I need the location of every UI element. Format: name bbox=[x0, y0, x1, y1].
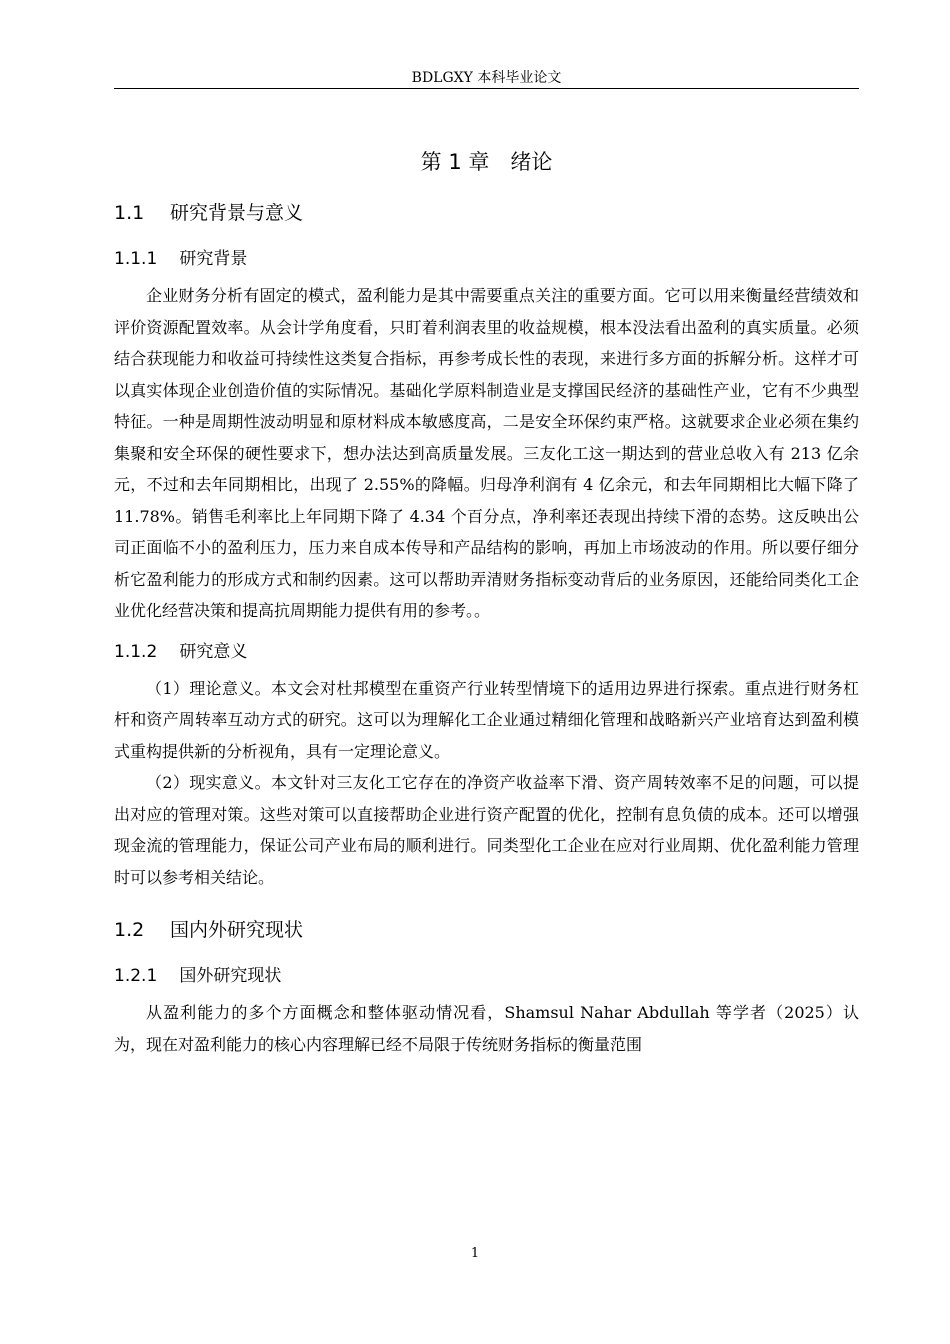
paragraph: 企业财务分析有固定的模式，盈利能力是其中需要重点关注的重要方面。它可以用来衡量经营绩效和评价资源配置效率。从会计学角度看，只盯着利润表里的收益规模，根本没法看出盈利的真实质量。必须结合获现能力和收益可持续性这类复合指标，再参考成长性的表现，来进行多方面的拆解分析。这样才可以真实体现企业创造价值的实际情况。基础化学原料制造业是支撑国民经济的基础性产业，它有不少典型特征。一种是周期性波动明显和原材料成本敏感度高，二是安全环保约束严格。这就要求企业必须在集约集聚和安全环保的硬性要求下，想办法达到高质量发展。三友化工这一期达到的营业总收入有 213 亿余元，不过和去年同期相比，出现了 2.55%的降幅。归母净利润有 4 亿余元，和去年同期相比大幅下降了 11.78%。销售毛利率比上年同期下降了 4.34 个百分点，净利率还表现出持续下滑的态势。这反映出公司正面临不小的盈利压力，压力来自成本传导和产品结构的影响，再加上市场波动的作用。所以要仔细分析它盈利能力的形成方式和制约因素。这可以帮助弄清财务指标变动背后的业务原因，还能给同类化工企业优化经营决策和提高抗周期能力提供有用的参考。。 bbox=[114, 286, 859, 620]
section-number: 1.1 bbox=[114, 202, 145, 224]
section-heading-1-2 bbox=[114, 915, 859, 945]
section-heading-1-1 bbox=[114, 198, 859, 228]
paragraph: （2）现实意义。本文针对三友化工它存在的净资产收益率下滑、资产周转效率不足的问题，可以提出对应的管理对策。这些对策可以直接帮助企业进行资产配置的优化，控制有息负债的成本。还可以增强现金流的管理能力，保证公司产业布局的顺利进行。同类型化工企业在应对行业周期、优化盈利能力管理时可以参考相关结论。 bbox=[114, 773, 859, 887]
paragraph: （1）理论意义。本文会对杜邦模型在重资产行业转型情境下的适用边界进行探索。重点进行财务杠杆和资产周转率互动方式的研究。这可以为理解化工企业通过精细化管理和战略新兴产业培育达到盈利模式重构提供新的分析视角，具有一定理论意义。 bbox=[114, 678, 859, 761]
paragraph: 从盈利能力的多个方面概念和整体驱动情况看，Shamsul Nahar Abdullah 等学者（2025）认为，现在对盈利能力的核心内容理解已经不局限于传统财务指标的衡量范围 bbox=[114, 1003, 859, 1054]
subsection-heading-1-1-1 bbox=[114, 244, 859, 274]
section-number: 1.2 bbox=[114, 919, 145, 941]
section-title: 国内外研究现状 bbox=[170, 919, 304, 941]
subsection-heading-1-1-2 bbox=[114, 637, 859, 667]
page-header: BDLGXY 本科毕业论文 bbox=[411, 70, 562, 86]
page-number: 1 bbox=[470, 1246, 480, 1261]
subsection-number: 1.2.1 bbox=[114, 966, 158, 986]
chapter-title: 第 1 章 绪论 bbox=[420, 150, 553, 174]
subsection-title: 国外研究现状 bbox=[179, 966, 282, 986]
subsection-number: 1.1.2 bbox=[114, 641, 158, 662]
subsection-title: 研究背景 bbox=[179, 249, 248, 269]
subsection-number: 1.1.1 bbox=[114, 249, 158, 269]
section-title: 研究背景与意义 bbox=[170, 202, 304, 224]
subsection-title: 研究意义 bbox=[179, 641, 248, 662]
subsection-heading-1-2-1 bbox=[114, 961, 859, 991]
header-rule bbox=[114, 88, 859, 89]
page-content bbox=[114, 140, 859, 1060]
